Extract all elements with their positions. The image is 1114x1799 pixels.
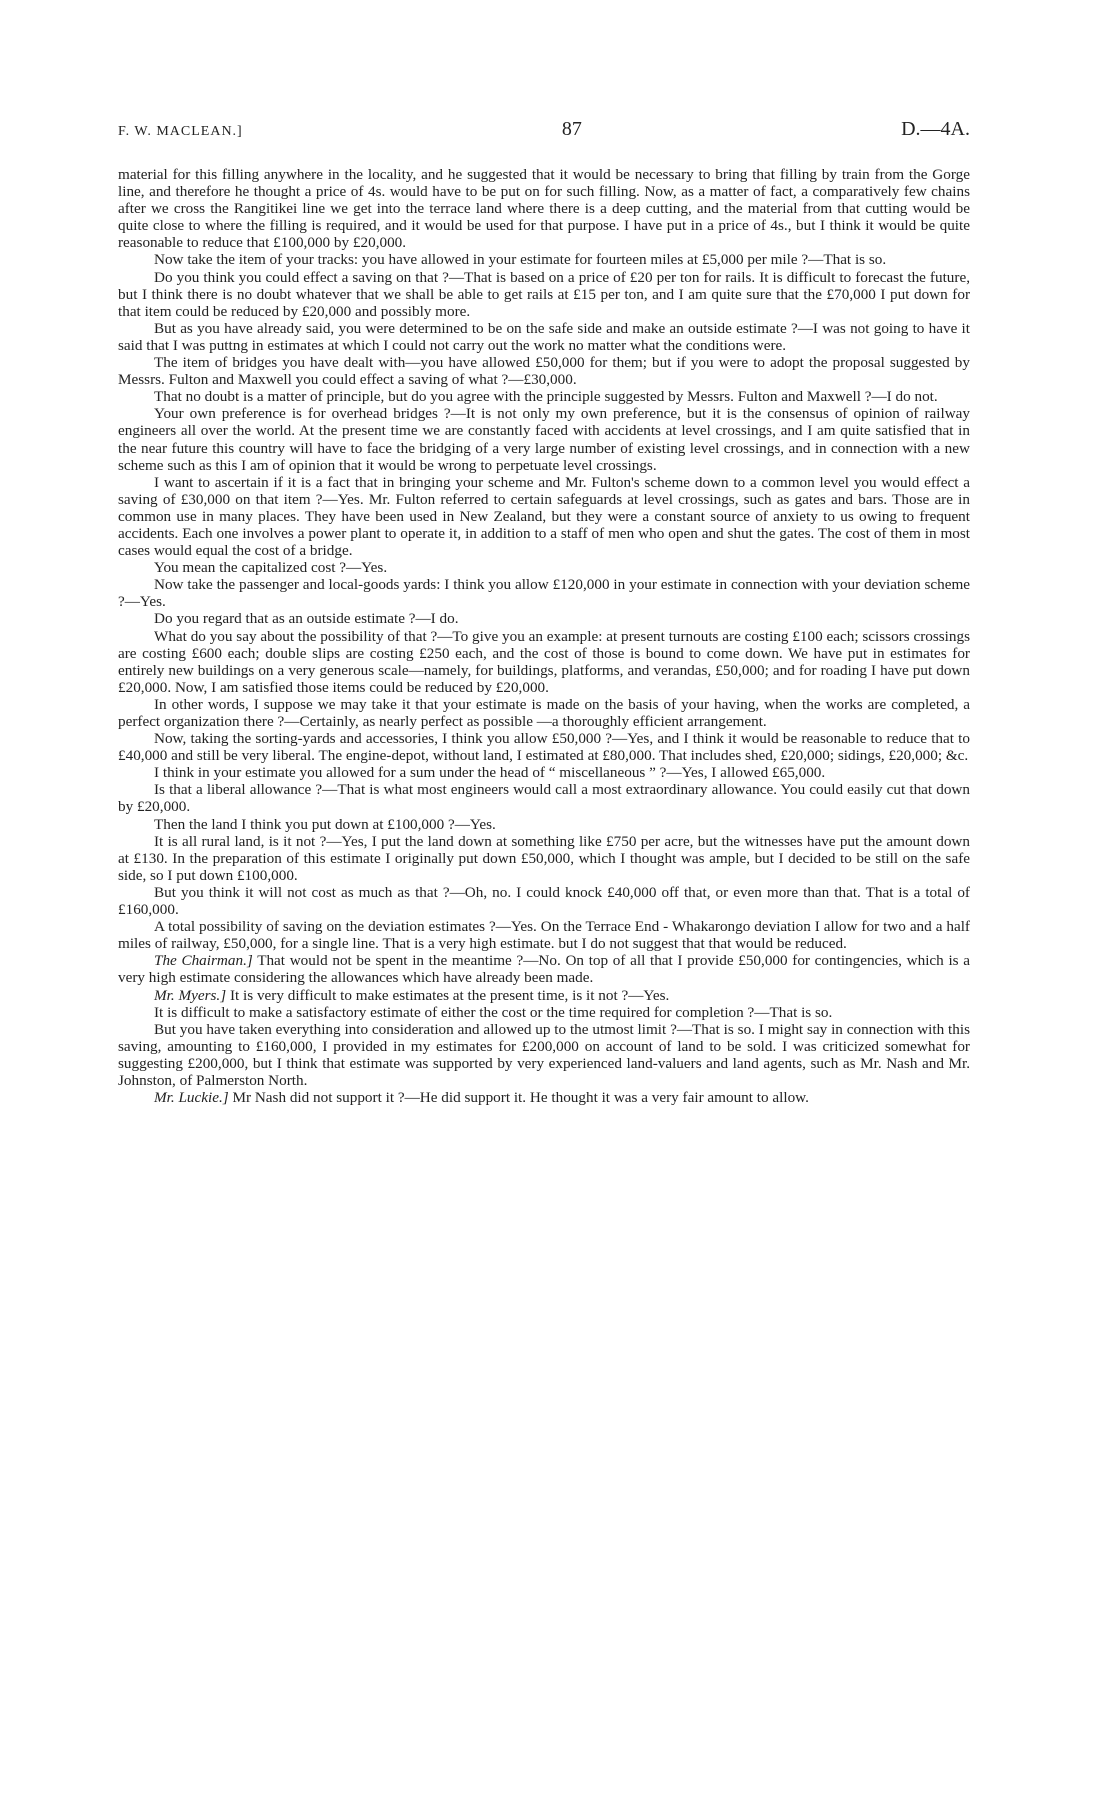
paragraph bbox=[118, 251, 970, 268]
paragraph bbox=[118, 833, 970, 884]
paragraph bbox=[118, 730, 970, 764]
paragraph-text: Now take the passenger and local-goods yards: I think you allow £120,000 in your estimate in connection with your deviation scheme ?—Yes. bbox=[118, 576, 970, 611]
paragraph bbox=[118, 952, 970, 986]
paragraph-text: The item of bridges you have dealt with—you have allowed £50,000 for them; but if you were to adopt the proposal suggested by Messrs. Fulton and Maxwell you could effect a saving of what ?—£30,000. bbox=[118, 354, 970, 389]
paragraph-text: But as you have already said, you were determined to be on the safe side and make an outside estimate ?—I was not going to have it said that I was puttng in estimates at which I could not carry out the work no matter what the conditions were. bbox=[118, 319, 970, 354]
paragraph bbox=[118, 1089, 970, 1106]
paragraph bbox=[118, 576, 970, 610]
paragraph-text: Your own preference is for overhead bridges ?—It is not only my own preference, but it is the consensus of opinion of railway engineers all over the world. At the present time we are constantly faced with accidents at level crossings, and I am quite satisfied that in the near future this country will have to face the bridging of a very large number of existing level crossings, and in connection with a new scheme such as this I am of opinion that it would be wrong to perpetuate level crossings. bbox=[118, 405, 970, 474]
speaker-label: Mr. Myers.] bbox=[154, 986, 227, 1004]
paragraph bbox=[118, 1004, 970, 1021]
page-header bbox=[118, 118, 970, 160]
paragraph bbox=[118, 764, 970, 781]
paragraph-text: I think in your estimate you allowed for a sum under the head of “ miscellaneous ” ?—Yes, I allowed £65,000. bbox=[154, 764, 826, 782]
paragraph-text: But you think it will not cost as much as that ?—Oh, no. I could knock £40,000 off that, or even more than that. That is a total of £160,000. bbox=[118, 883, 970, 919]
paragraph-text: What do you say about the possibility of that ?—To give you an example: at present turnouts are costing £100 each; scissors crossings are costing £600 each; double slips are costing £250 each, and the cost of those is bound to come down. We have put in estimates for entirely new buildings on a very generous scale—namely, for buildings, platforms, and verandas, £50,000; and for roading I have put down £20,000. Now, I am satisfied those items could be reduced by £20,000. bbox=[118, 627, 970, 696]
paragraph bbox=[118, 987, 970, 1004]
paragraph-text: That would not be spent in the meantime ?—No. On top of all that I provide £50,000 for contingencies, which is a very high estimate considering the allowances which have already been made. bbox=[118, 952, 970, 987]
paragraph bbox=[118, 696, 970, 730]
paragraph bbox=[118, 628, 970, 696]
paragraph-text: material for this filling anywhere in the locality, and he suggested that it would be necessary to bring that filling by train from the Gorge line, and therefore he thought a price of 4s. would have to be put on for such filling. Now, as a matter of fact, a comparatively few chains after we cross the Rangitikei line we get into the terrace land where there is a deep cutting, and the material from that cutting would be quite close to where the filling is required, and it would be used for that purpose. I have put in a price of 4s., but I think it would be quite reasonable to reduce that £100,000 by £20,000. bbox=[118, 166, 970, 252]
paragraph-text: A total possibility of saving on the deviation estimates ?—Yes. On the Terrace End - Whakarongo deviation I allow for two and a half miles of railway, £50,000, for a single line. That is a very high estimate. but I do not suggest that that would be reduced. bbox=[118, 918, 970, 953]
paragraph bbox=[118, 559, 970, 576]
paragraph-text: That no doubt is a matter of principle, but do you agree with the principle suggested by Messrs. Fulton and Maxwell ?—I do not. bbox=[154, 388, 938, 406]
speaker-label: Mr. Luckie.] bbox=[154, 1089, 229, 1107]
paragraph-text: Mr Nash did not support it ?—He did support it. He thought it was a very fair amount to allow. bbox=[232, 1089, 809, 1107]
header-witness-name: F. W. MACLEAN.] bbox=[118, 124, 243, 139]
paragraph-text: It is difficult to make a satisfactory estimate of either the cost or the time required for completion ?—That is so. bbox=[154, 1003, 833, 1021]
paragraph bbox=[118, 474, 970, 559]
paragraph bbox=[118, 1021, 970, 1089]
paragraph bbox=[118, 405, 970, 473]
paragraph bbox=[118, 269, 970, 320]
paragraph bbox=[118, 816, 970, 833]
paragraph bbox=[118, 320, 970, 354]
paragraph-text: Now, taking the sorting-yards and accessories, I think you allow £50,000 ?—Yes, and I think it would be reasonable to reduce that to £40,000 and still be very liberal. The engine-depot, without land, I estimated at £80,000. That includes shed, £20,000; sidings, £20,000; &c. bbox=[118, 730, 970, 765]
paragraph bbox=[118, 354, 970, 388]
paragraph bbox=[118, 388, 970, 405]
paragraph bbox=[118, 781, 970, 815]
paragraph-text: Do you regard that as an outside estimate ?—I do. bbox=[154, 610, 459, 628]
paragraph-text: It is all rural land, is it not ?—Yes, I put the land down at something like £750 per acre, but the witnesses have put the amount down at £130. In the preparation of this estimate I originally put down £50,000, which I thought was ample, but I decided to be still on the safe side, so I put down £100,000. bbox=[118, 832, 970, 884]
paragraph bbox=[118, 918, 970, 952]
document-page bbox=[118, 118, 970, 1106]
page-number: 87 bbox=[561, 118, 582, 140]
paragraph-text: You mean the capitalized cost ?—Yes. bbox=[154, 559, 388, 577]
paragraph-text: In other words, I suppose we may take it that your estimate is made on the basis of your having, when the works are completed, a perfect organization there ?—Certainly, as nearly perfect as possible —a thoroughly efficient arrangement. bbox=[118, 695, 970, 730]
speaker-label: The Chairman.] bbox=[154, 952, 253, 970]
paragraph bbox=[118, 166, 970, 251]
paragraph bbox=[118, 610, 970, 627]
paragraph-text: Now take the item of your tracks: you have allowed in your estimate for fourteen miles at £5,000 per mile ?—That is so. bbox=[154, 251, 887, 269]
paragraph-text: It is very difficult to make estimates at the present time, is it not ?—Yes. bbox=[229, 986, 670, 1004]
paragraph-text: But you have taken everything into consideration and allowed up to the utmost limit ?—That is so. I might say in connection with this saving, amounting to £160,000, I provided in my estimates for £200,000 on account of land to be sold. I was criticized somewhat for suggesting £200,000, but I think that estimate was supported by very experienced land-valuers and land agents, such as Mr. Nash and Mr. Johnston, of Palmerston North. bbox=[118, 1020, 970, 1089]
paragraph-text: Is that a liberal allowance ?—That is what most engineers would call a most extraordinary allowance. You could easily cut that down by £20,000. bbox=[118, 781, 970, 816]
body-text bbox=[118, 166, 970, 1106]
paragraph-text: I want to ascertain if it is a fact that in bringing your scheme and Mr. Fulton's scheme down to a common level you would effect a saving of £30,000 on that item ?—Yes. Mr. Fulton referred to certain safeguards at level crossings, such as gates and bars. Those are in common use in many places. They have been used in New Zealand, but they were a constant source of anxiety to us owing to frequent accidents. Each one involves a power plant to operate it, in addition to a staff of men who open and shut the gates. The cost of them in most cases would equal the cost of a bridge. bbox=[118, 473, 970, 560]
document-reference: D.—4A. bbox=[901, 118, 970, 140]
paragraph-text: Do you think you could effect a saving on that ?—That is based on a price of £20 per ton for rails. It is difficult to forecast the future, but I think there is no doubt whatever that we shall be able to get rails at £15 per ton, and I am quite sure that the £70,000 I put down for that item could be reduced by £20,000 and possibly more. bbox=[118, 268, 970, 320]
paragraph-text: Then the land I think you put down at £100,000 ?—Yes. bbox=[154, 815, 496, 833]
paragraph bbox=[118, 884, 970, 918]
